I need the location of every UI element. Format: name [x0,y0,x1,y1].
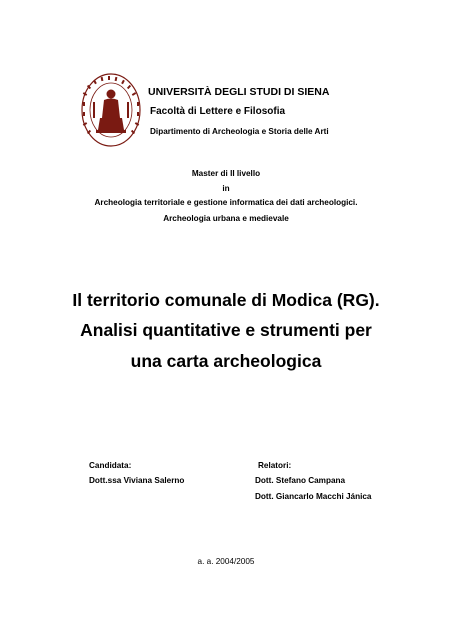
supervisor-name: Dott. Giancarlo Macchi Jánica [255,492,372,501]
candidate-name: Dott.ssa Viviana Salerno [89,476,185,485]
university-seal-icon [80,72,142,148]
department-name: Dipartimento di Archeologia e Storia delle Arti [150,127,329,136]
academic-year: a. a. 2004/2005 [197,557,255,566]
thesis-title-line-2: Analisi quantitative e strumenti per [80,320,372,340]
supervisors-label: Relatori: [258,461,292,470]
supervisor-name: Dott. Stefano Campana [255,476,346,485]
candidate-label: Candidata: [89,461,132,470]
master-specialization: Archeologia urbana e medievale [163,214,289,223]
master-level: Master di II livello [191,169,261,178]
thesis-title-line-1: Il territorio comunale di Modica (RG). [72,290,380,310]
faculty-name: Facoltà di Lettere e Filosofia [150,106,286,117]
master-in: in [222,184,230,193]
thesis-title-line-3: una carta archeologica [130,351,322,371]
university-name: UNIVERSITÀ DEGLI STUDI DI SIENA [148,86,330,98]
master-program: Archeologia territoriale e gestione informatica dei dati archeologici. [94,198,358,207]
